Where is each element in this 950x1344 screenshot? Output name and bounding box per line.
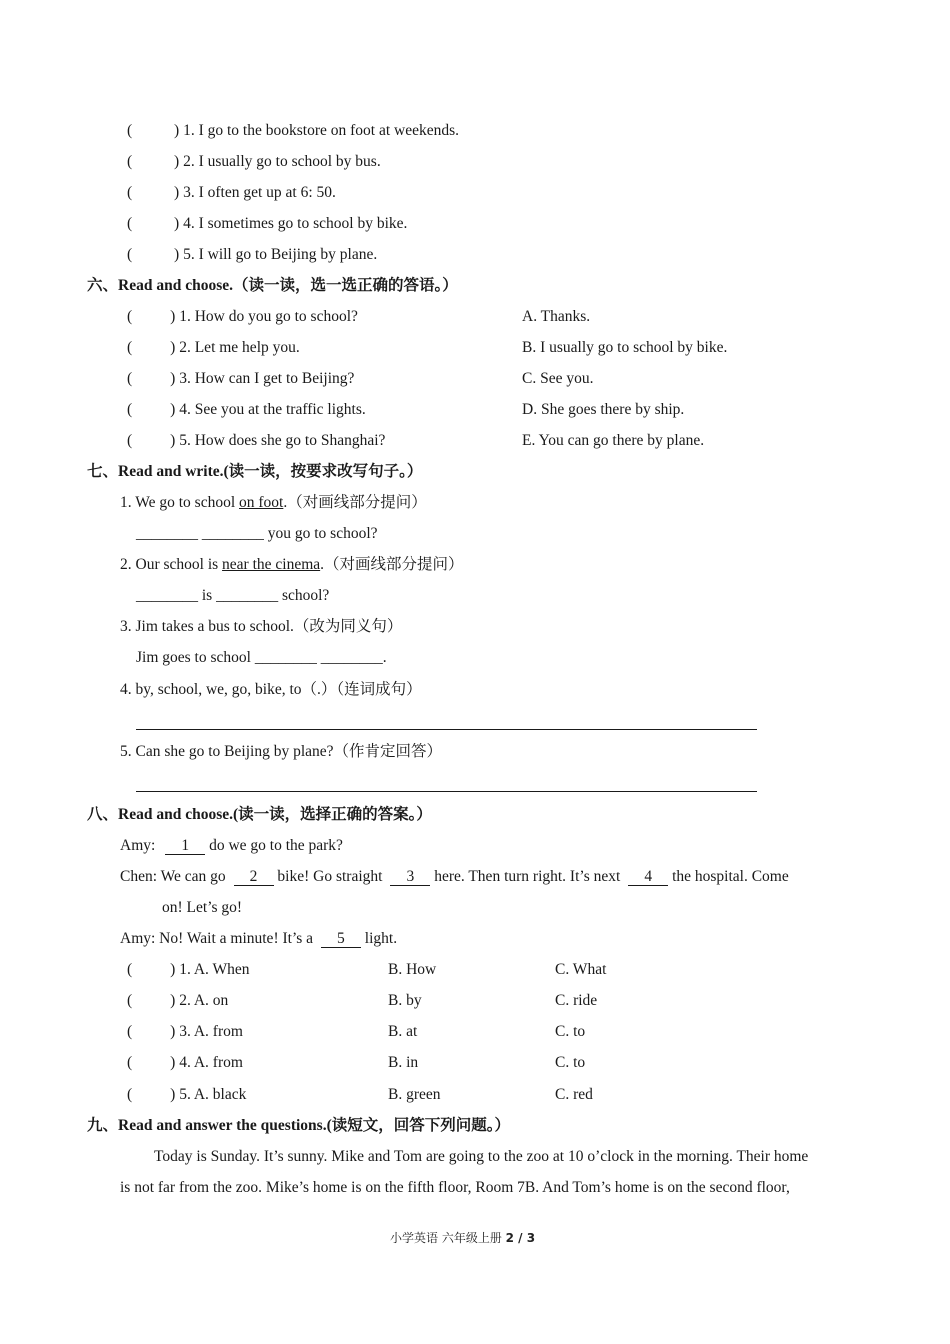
answer-line[interactable]: Jim goes to school ________ ________. (136, 649, 387, 666)
answer-bracket-open[interactable]: ( (127, 153, 133, 170)
answer-bracket-open[interactable]: ( (127, 992, 133, 1009)
question-text: 2. Our school is near the cinema.（对画线部分提问） (120, 556, 464, 573)
option-row: ( ) 5. A. black (127, 1086, 247, 1103)
blank-3[interactable]: 3 (390, 868, 430, 886)
answer-bracket-open[interactable]: ( (127, 339, 133, 356)
list-item: ( ) 3. How can I get to Beijing? (127, 370, 355, 387)
section-heading: 七、Read and write.(读一读，按要求改写句子。） (87, 463, 423, 480)
option-b: B. by (388, 992, 422, 1009)
option-row: ( ) 2. A. on (127, 992, 229, 1009)
option-row: ( ) 1. A. When (127, 961, 250, 978)
answer-bracket-open[interactable]: ( (127, 1086, 133, 1103)
option-b: B. How (388, 961, 437, 978)
answer-option: E. You can go there by plane. (522, 432, 705, 449)
option-row: ( ) 3. A. from (127, 1023, 243, 1040)
answer-bracket-open[interactable]: ( (127, 122, 133, 139)
list-item: ( ) 3. I often get up at 6: 50. (127, 184, 336, 201)
dialogue-line: Amy: 1 do we go to the park? (120, 837, 343, 854)
answer-bracket-open[interactable]: ( (127, 1023, 133, 1040)
answer-option: D. She goes there by ship. (522, 401, 685, 418)
list-item: ( ) 1. I go to the bookstore on foot at weekends. (127, 122, 460, 139)
answer-option: C. See you. (522, 370, 594, 387)
question-text: 5. Can she go to Beijing by plane?（作肯定回答） (120, 743, 443, 760)
answer-line[interactable]: ________ ________ you go to school? (136, 525, 378, 542)
list-item: ( ) 5. How does she go to Shanghai? (127, 432, 386, 449)
list-item: ( ) 4. See you at the traffic lights. (127, 401, 366, 418)
option-row: ( ) 4. A. from (127, 1054, 243, 1071)
dialogue-line: on! Let’s go! (162, 899, 243, 916)
option-c: C. ride (555, 992, 598, 1009)
option-b: B. green (388, 1086, 441, 1103)
list-item: ( ) 2. Let me help you. (127, 339, 300, 356)
answer-option: A. Thanks. (522, 308, 591, 325)
footer-label: 小学英语 六年级上册 (390, 1231, 506, 1245)
answer-bracket-open[interactable]: ( (127, 184, 133, 201)
question-text: 4. by, school, we, go, bike, to（.）（连词成句） (120, 681, 422, 698)
list-item: ( ) 2. I usually go to school by bus. (127, 153, 381, 170)
dialogue-line: Amy: No! Wait a minute! It’s a 5 light. (120, 930, 398, 947)
answer-option: B. I usually go to school by bike. (522, 339, 728, 356)
option-b: B. in (388, 1054, 419, 1071)
section-heading: 九、Read and answer the questions.(读短文，回答下列问题。） (87, 1117, 511, 1134)
answer-line[interactable]: ________ is ________ school? (136, 587, 330, 604)
question-text: 3. Jim takes a bus to school.（改为同义句） (120, 618, 403, 635)
passage-line: Today is Sunday. It’s sunny. Mike and Tom are going to the zoo at 10 o’clock in the morning. Their home (154, 1148, 809, 1165)
answer-bracket-open[interactable]: ( (127, 1054, 133, 1071)
list-item: ( ) 5. I will go to Beijing by plane. (127, 246, 378, 263)
passage-line: is not far from the zoo. Mike’s home is on the fifth floor, Room 7B. And Tom’s home is on the second floor, (120, 1179, 790, 1196)
list-item: ( ) 1. How do you go to school? (127, 308, 358, 325)
option-b: B. at (388, 1023, 418, 1040)
answer-rule[interactable] (136, 729, 757, 730)
blank-4[interactable]: 4 (628, 868, 668, 886)
page-footer (390, 1228, 535, 1248)
answer-bracket-open[interactable]: ( (127, 401, 133, 418)
answer-bracket-open[interactable]: ( (127, 308, 133, 325)
section-heading: 六、Read and choose.（读一读，选一选正确的答语。） (87, 277, 458, 294)
blank-1[interactable]: 1 (165, 837, 205, 855)
answer-bracket-open[interactable]: ( (127, 961, 133, 978)
question-text: 1. We go to school on foot.（对画线部分提问） (120, 494, 427, 511)
answer-bracket-open[interactable]: ( (127, 246, 133, 263)
answer-bracket-open[interactable]: ( (127, 215, 133, 232)
answer-rule[interactable] (136, 791, 757, 792)
page-number: 2 / 3 (505, 1231, 536, 1245)
option-c: C. red (555, 1086, 593, 1103)
answer-bracket-open[interactable]: ( (127, 432, 133, 449)
section-heading: 八、Read and choose.(读一读，选择正确的答案。） (87, 806, 432, 823)
option-c: C. to (555, 1023, 586, 1040)
blank-5[interactable]: 5 (321, 930, 361, 948)
option-c: C. to (555, 1054, 586, 1071)
option-c: C. What (555, 961, 607, 978)
answer-bracket-open[interactable]: ( (127, 370, 133, 387)
blank-2[interactable]: 2 (234, 868, 274, 886)
dialogue-line: Chen: We can go 2 bike! Go straight 3 here. Then turn right. It’s next 4 the hospital. Come (120, 868, 789, 885)
list-item: ( ) 4. I sometimes go to school by bike. (127, 215, 408, 232)
